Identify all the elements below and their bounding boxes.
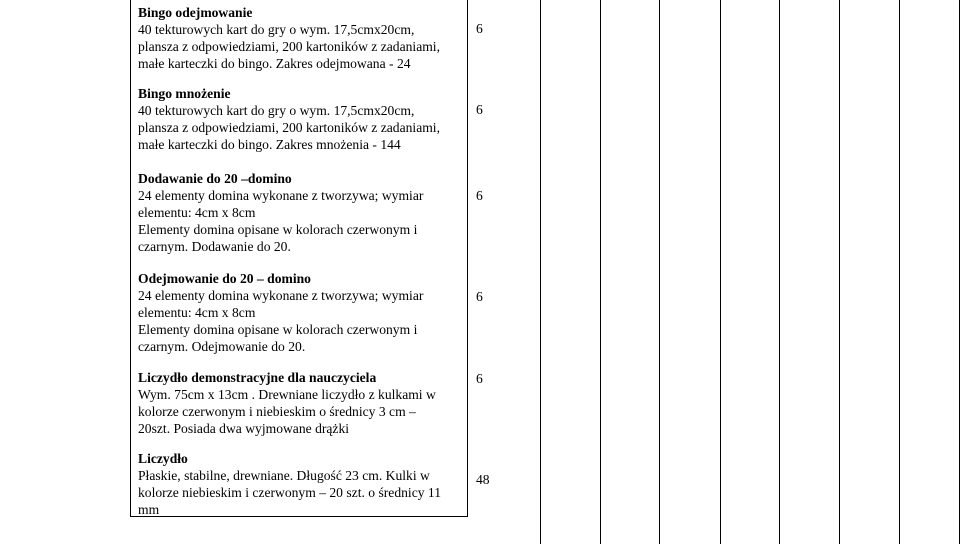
item-description: 24 elementy domina wykonane z tworzywa; wymiar elementu: 4cm x 8cm Elementy domina opisane w kolorach czerwonym i czarnym. Dodawanie do 20. bbox=[138, 188, 424, 254]
table-row bbox=[138, 170, 468, 255]
item-title: Bingo mnożenie bbox=[138, 86, 231, 101]
column-divider bbox=[467, 0, 468, 516]
item-title: Bingo odejmowanie bbox=[138, 5, 253, 20]
item-title: Liczydło demonstracyjne dla nauczyciela bbox=[138, 370, 377, 385]
item-title: Liczydło bbox=[138, 451, 188, 466]
item-description: Płaskie, stabilne, drewniane. Długość 23 cm. Kulki w kolorze niebieskim i czerwonym – 20 szt. o średnicy 11 mm bbox=[138, 468, 442, 517]
table-row bbox=[138, 270, 468, 355]
column-divider bbox=[130, 0, 131, 516]
column-divider bbox=[720, 0, 721, 544]
item-description: 40 tekturowych kart do gry o wym. 17,5cmx20cm, plansza z odpowiedziami, 200 kartoników z zadaniami, małe karteczki do bingo. Zakres mnożenia - 144 bbox=[138, 103, 440, 152]
item-description: Wym. 75cm x 13cm . Drewniane liczydło z kulkami w kolorze czerwonym i niebieskim o średnicy 3 cm – 20szt. Posiada dwa wyjmowane drążki bbox=[138, 387, 436, 436]
item-quantity: 6 bbox=[476, 289, 483, 304]
item-quantity: 6 bbox=[476, 188, 483, 203]
item-quantity: 48 bbox=[476, 472, 490, 487]
column-divider bbox=[779, 0, 780, 544]
item-quantity: 6 bbox=[476, 21, 483, 36]
column-divider bbox=[839, 0, 840, 544]
column-divider bbox=[600, 0, 601, 544]
table-row bbox=[138, 450, 468, 518]
column-divider bbox=[659, 0, 660, 544]
item-quantity: 6 bbox=[476, 102, 483, 117]
column-divider bbox=[540, 0, 541, 544]
table-row bbox=[138, 369, 468, 437]
table-row bbox=[138, 4, 468, 72]
item-title: Dodawanie do 20 –domino bbox=[138, 171, 292, 186]
table-row bbox=[138, 85, 468, 153]
item-quantity: 6 bbox=[476, 371, 483, 386]
item-description: 40 tekturowych kart do gry o wym. 17,5cmx20cm, plansza z odpowiedziami, 200 kartoników z zadaniami, małe karteczki do bingo. Zakres odejmowana - 24 bbox=[138, 22, 440, 71]
column-divider bbox=[899, 0, 900, 544]
item-description: 24 elementy domina wykonane z tworzywa; wymiar elementu: 4cm x 8cm Elementy domina opisane w kolorach czerwonym i czarnym. Odejmowanie do 20. bbox=[138, 288, 424, 354]
item-title: Odejmowanie do 20 – domino bbox=[138, 271, 311, 286]
